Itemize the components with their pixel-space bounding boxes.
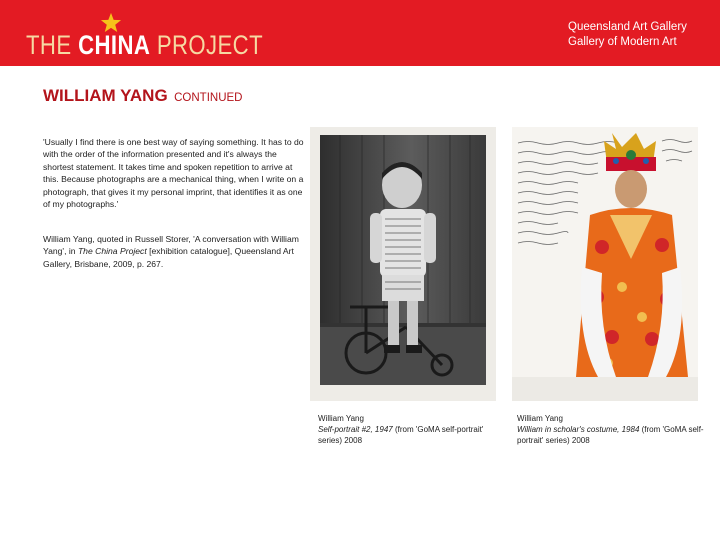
artwork-caption-1	[318, 414, 508, 446]
page-title	[43, 86, 243, 106]
citation-book-title: The China Project	[77, 246, 147, 257]
caption-note: (from 'GoMA self-portrait' series) 2008	[517, 424, 704, 445]
quote-citation	[43, 233, 305, 270]
title-main: WILLIAM YANG	[43, 86, 168, 105]
artwork-image-self-portrait	[310, 127, 496, 401]
artwork-1-drawing	[310, 127, 496, 401]
artwork-caption-2	[517, 414, 707, 446]
caption-title: William in scholar's costume, 1984	[517, 424, 640, 434]
caption-artist: William Yang	[517, 414, 563, 423]
citation-text-after: [exhibition catalogue], Queensland Art Gallery, Brisbane, 2009, p. 267.	[43, 246, 294, 269]
citation-text-before: William Yang, quoted in Russell Storer, 'A conversation with William Yang', in	[43, 234, 299, 257]
artwork-image-scholars-costume	[512, 127, 698, 401]
title-sub: CONTINUED	[174, 92, 243, 104]
caption-artist: William Yang	[318, 414, 364, 423]
artwork-2-drawing	[512, 127, 698, 401]
gallery-line-1: Queensland Art Gallery	[568, 21, 687, 33]
gallery-line-2: Gallery of Modern Art	[568, 36, 677, 48]
logo-word-the: THE	[26, 30, 72, 60]
gallery-name	[568, 20, 687, 50]
logo-text	[26, 30, 263, 60]
caption-title: Self-portrait #2, 1947	[318, 424, 393, 434]
header-bar	[0, 0, 720, 66]
logo-word-project: PROJECT	[156, 30, 264, 60]
logo-word-china: CHINA	[78, 30, 151, 60]
caption-note: (from 'GoMA self-portrait' series) 2008	[318, 424, 484, 445]
artist-quote: 'Usually I find there is one best way of saying something. It has to do with the order of the information presented and it's always the shortest statement. It takes time and spoken repetition to arrive at this. Because photographs are a mechanical thing, when I write on a photograph, that gives it my personal imprint, that identifies it as one of my photographs.'	[43, 137, 304, 210]
